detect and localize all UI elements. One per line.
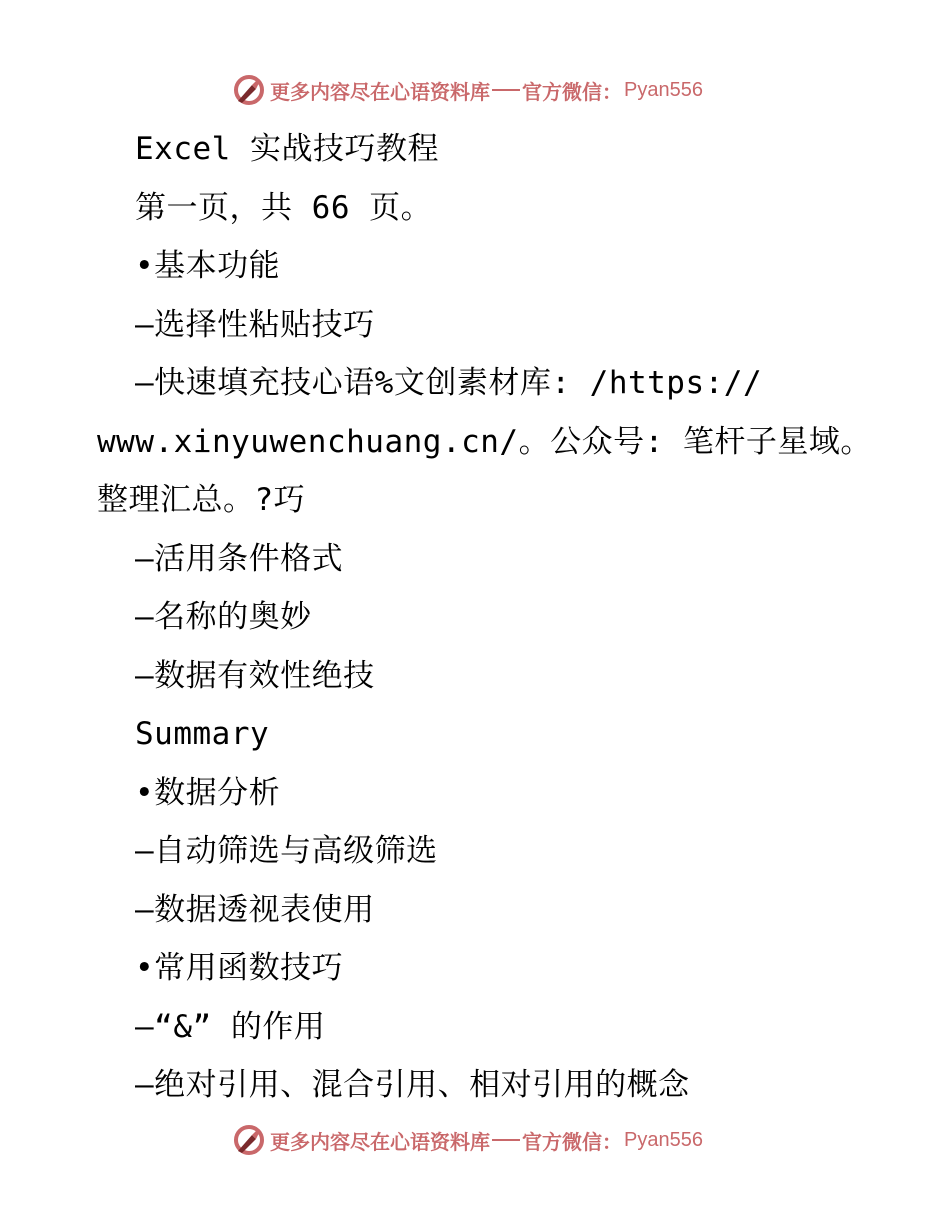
list-item: –数据有效性绝技	[135, 657, 375, 694]
list-item: –活用条件格式	[135, 540, 344, 577]
list-item: –选择性粘贴技巧	[135, 306, 375, 343]
section-basic-functions: •基本功能	[135, 248, 281, 284]
doc-title: Excel 实战技巧教程	[135, 131, 439, 167]
list-item-continuation: 整理汇总。?巧	[97, 482, 306, 518]
list-item: –绝对引用、混合引用、相对引用的概念	[135, 1067, 690, 1103]
page-count: 第一页，共 66 页。	[135, 189, 433, 226]
section-data-analysis: •数据分析	[135, 774, 281, 811]
banner-dash	[492, 89, 520, 91]
banner-brand-text: 更多内容尽在心语资料库	[270, 1129, 490, 1154]
pen-circle-logo-icon	[232, 1123, 266, 1157]
footer-banner	[232, 1122, 703, 1158]
list-item: –“&” 的作用	[135, 1008, 326, 1045]
banner-official-label: 官方微信：	[522, 79, 622, 104]
section-common-functions: •常用函数技巧	[135, 950, 344, 986]
document-body	[97, 120, 872, 1115]
list-item: –快速填充技心语%文创素材库: /https://	[135, 365, 763, 401]
header-banner	[232, 72, 703, 108]
pen-circle-logo-icon	[232, 73, 266, 107]
banner-brand-text: 更多内容尽在心语资料库	[270, 79, 490, 104]
list-item: –自动筛选与高级筛选	[135, 833, 438, 869]
list-item-continuation: www.xinyuwenchuang.cn/。公众号: 笔杆子星域。	[97, 423, 872, 460]
list-item: –名称的奥妙	[135, 599, 312, 635]
summary-heading: Summary	[135, 716, 270, 752]
banner-wechat-id: Pyan556	[624, 1128, 703, 1151]
banner-wechat-id: Pyan556	[624, 78, 703, 101]
banner-official-label: 官方微信：	[522, 1129, 622, 1154]
list-item: –数据透视表使用	[135, 891, 375, 928]
banner-dash	[492, 1139, 520, 1141]
